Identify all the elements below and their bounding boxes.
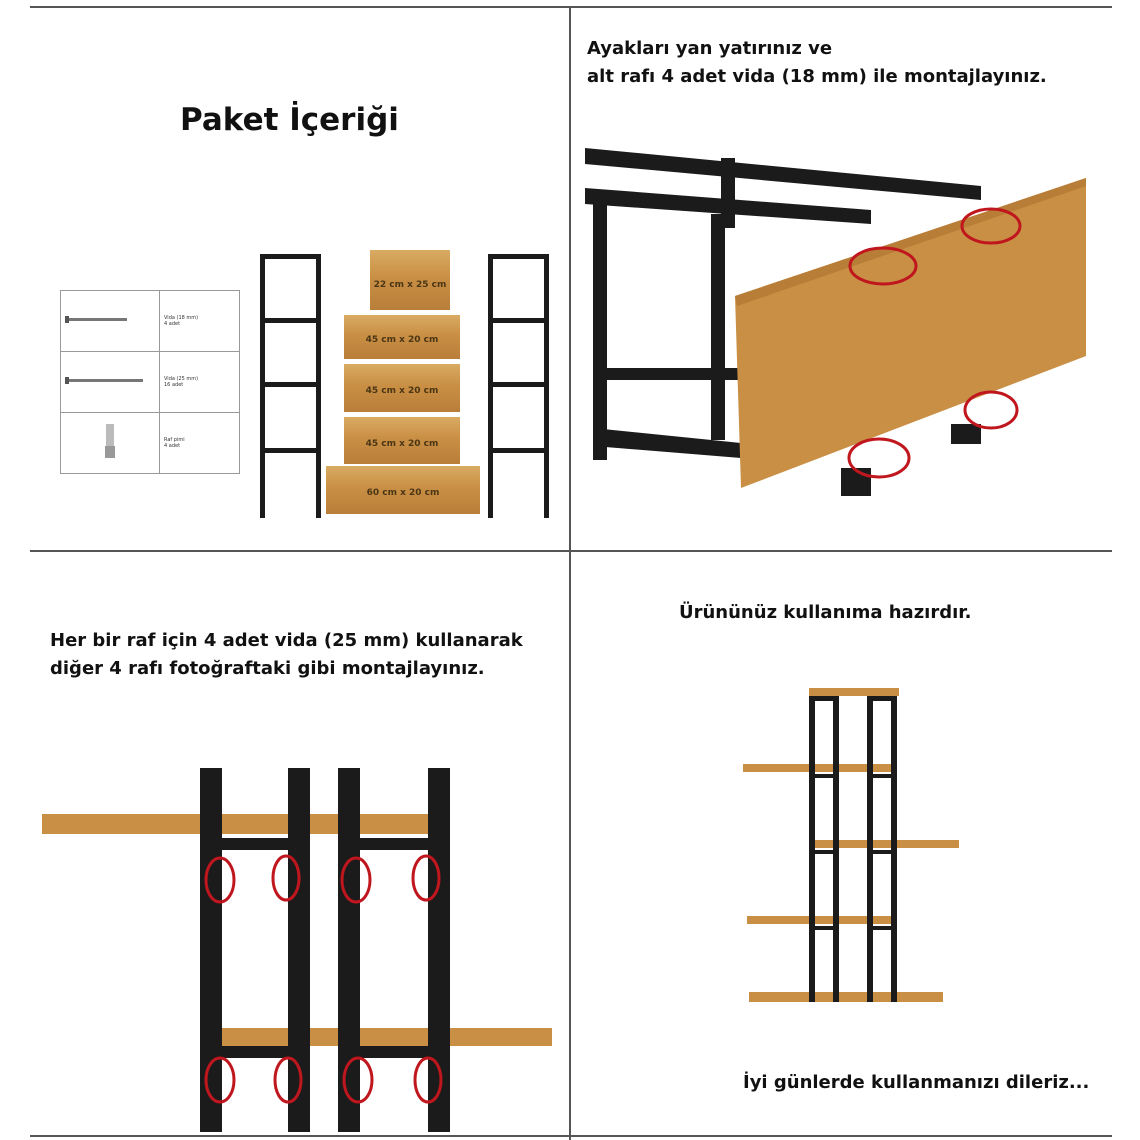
part-qty: 4 adet xyxy=(164,443,181,449)
parts-row xyxy=(61,291,240,352)
shelf-board xyxy=(344,417,460,464)
frames-on-side-illustration xyxy=(571,128,1112,548)
parts-row xyxy=(61,352,240,413)
part-label: Vida (25 mm) xyxy=(164,376,199,382)
side-frame-right xyxy=(488,254,552,518)
shelf-size-label: 22 cm x 25 cm xyxy=(373,280,447,290)
shelf-board xyxy=(370,250,450,310)
long-screw-icon xyxy=(65,376,145,386)
package-contents-title: Paket İçeriği xyxy=(180,102,399,138)
step2-caption-line2: diğer 4 rafı fotoğraftaki gibi montajlayınız. xyxy=(50,658,485,679)
panel-step-other-shelves xyxy=(30,552,569,1135)
shelf-size-label: 45 cm x 20 cm xyxy=(365,386,439,396)
shelf-size-label: 45 cm x 20 cm xyxy=(365,335,439,345)
short-screw-icon xyxy=(65,315,135,325)
panel-package-contents xyxy=(30,8,569,550)
shelf-board xyxy=(326,466,480,514)
panel-step-bottom-shelf xyxy=(571,8,1112,550)
ready-caption: Ürününüz kullanıma hazırdır. xyxy=(679,602,972,623)
finished-shelf-illustration xyxy=(571,682,1112,1022)
panel-finished-product xyxy=(571,552,1112,1135)
bottom-border xyxy=(30,1135,1112,1137)
part-label: Vida (18 mm) xyxy=(164,315,199,321)
part-qty: 4 adet xyxy=(164,321,181,327)
step1-caption-line2: alt rafı 4 adet vida (18 mm) ile montajlayınız. xyxy=(587,66,1047,87)
shelf-size-label: 45 cm x 20 cm xyxy=(365,439,439,449)
side-frame-left xyxy=(260,254,324,518)
step2-caption-line1: Her bir raf için 4 adet vida (25 mm) kullanarak xyxy=(50,630,523,651)
shelf-board xyxy=(344,315,460,359)
part-qty: 16 adet xyxy=(164,382,184,388)
shelf-size-label: 60 cm x 20 cm xyxy=(366,488,440,498)
step1-caption-line1: Ayakları yan yatırınız ve xyxy=(587,38,833,59)
shelf-pin-icon xyxy=(103,424,117,460)
parts-row xyxy=(61,413,240,474)
screw-highlight-circle xyxy=(965,392,1017,428)
parts-table xyxy=(60,290,240,474)
screw-highlight-circle xyxy=(849,439,909,477)
farewell-caption: İyi günlerde kullanmanızı dileriz... xyxy=(743,1072,1090,1093)
shelf-board xyxy=(344,364,460,412)
shelf-screws-illustration xyxy=(30,752,569,1132)
part-label: Raf pimi xyxy=(164,437,185,443)
